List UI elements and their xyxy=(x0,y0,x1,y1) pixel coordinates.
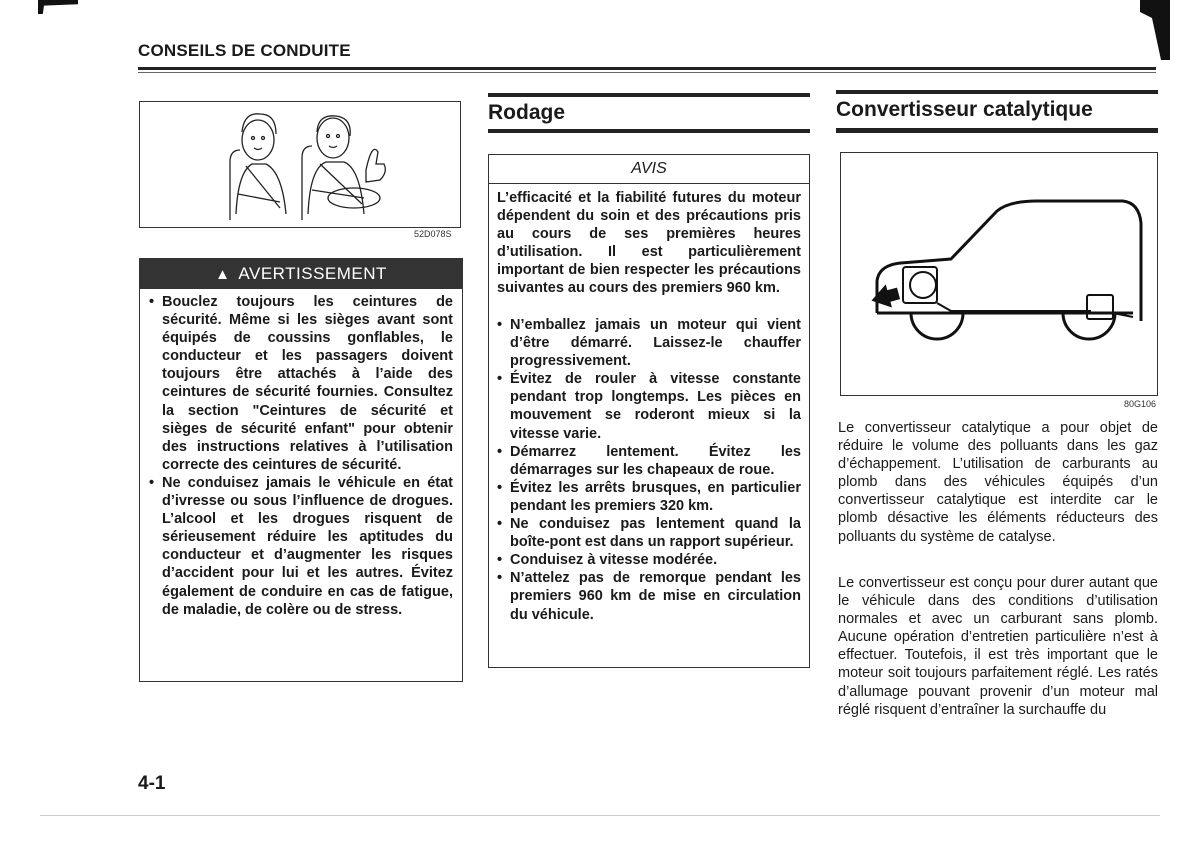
header-rule xyxy=(138,72,1156,73)
notice-item: • N’emballez jamais un moteur qui vient d’être démarré. Laissez-le chauffer progressivement. xyxy=(497,316,801,370)
catalytic-converter-illustration xyxy=(840,152,1158,396)
section-rule xyxy=(488,129,810,133)
notice-item: • Conduisez à vitesse modérée. xyxy=(497,551,801,569)
seatbelt-illustration-icon xyxy=(140,102,460,227)
warning-title: AVERTISSEMENT xyxy=(238,264,387,283)
warning-list xyxy=(149,293,453,619)
notice-intro: L’efficacité et la fiabilité futures du moteur dépendent du soin et des précautions pris au cours de ses premières heures d’utilisation. Il est particulièrement important de bien respecter les précautions suivantes au cours des premiers 960 km. xyxy=(497,190,801,297)
page-number: 4-1 xyxy=(138,773,166,794)
body-paragraph: Le convertisseur catalytique a pour objet de réduire le volume des polluants dans les gaz d’échappement. L’utilisation de carburants au plomb dans des véhicules équipés d’un convertisseur catalytique est interdite car le plomb désactive les éléments réducteurs des polluants du système de catalyse. xyxy=(838,420,1158,545)
notice-list xyxy=(497,316,801,624)
notice-box xyxy=(488,154,810,668)
section-rule xyxy=(488,93,810,97)
seatbelt-illustration xyxy=(139,101,461,228)
page-corner-mark xyxy=(1140,0,1170,60)
header-rule xyxy=(138,67,1156,70)
warning-header xyxy=(140,259,462,289)
notice-item: • N’attelez pas de remorque pendant les premiers 960 km de mise en circulation du véhicule. xyxy=(497,569,801,623)
section-rule xyxy=(836,90,1158,94)
car-diagram-icon xyxy=(841,153,1157,395)
notice-item: • Évitez les arrêts brusques, en particulier pendant les premiers 320 km. xyxy=(497,479,801,515)
bottom-rule xyxy=(40,815,1160,816)
notice-title: AVIS xyxy=(489,155,809,184)
page-corner-mark xyxy=(38,0,78,14)
warning-item: • Ne conduisez jamais le véhicule en état d’ivresse ou sous l’influence de drogues. L’alcool et les drogues risquent de sérieusement réduire les aptitudes du conducteur et d’augmenter les risques d’accident pour lui et les autres. Évitez également de conduire en cas de fatigue, de maladie, de colère ou de stress. xyxy=(149,474,453,619)
warning-icon: ▲ xyxy=(215,266,231,283)
notice-item: • Ne conduisez pas lentement quand la boîte-pont est dans un rapport supérieur. xyxy=(497,515,801,551)
section-header: CONSEILS DE CONDUITE xyxy=(138,41,351,60)
figure-code: 52D078S xyxy=(414,229,452,239)
notice-item: • Démarrez lentement. Évitez les démarrages sur les chapeaux de roue. xyxy=(497,443,801,479)
figure-code: 80G106 xyxy=(1124,399,1157,409)
warning-item: • Bouclez toujours les ceintures de sécurité. Même si les sièges avant sont équipés de coussins gonflables, le conducteur et les passagers doivent toujours être attachés à l’aide des ceintures de sécurité fournies. Consultez la section "Ceintures de sécurité et sièges de sécurité enfant" pour obtenir des instructions relatives à l’utilisation correcte des ceintures de sécurité. xyxy=(149,293,453,474)
section-rule xyxy=(836,128,1158,133)
body-paragraph: Le convertisseur est conçu pour durer autant que le véhicule dans des conditions d’utilisation normales et avec un carburant sans plomb. Aucune opération d’entretien particulière n’est à effectuer. Toutefois, il est très important que le moteur soit toujours parfaitement réglé. Les ratés d’allumage pouvant provenir d’un moteur mal réglé risquent d’entraîner la surchauffe du xyxy=(838,575,1158,718)
notice-item: • Évitez de rouler à vitesse constante pendant trop longtemps. Les pièces en mouvement se roderont mieux si la vitesse varie. xyxy=(497,370,801,442)
warning-box xyxy=(139,258,463,682)
rodage-title: Rodage xyxy=(488,101,566,124)
convertisseur-title: Convertisseur catalytique xyxy=(836,98,1093,121)
